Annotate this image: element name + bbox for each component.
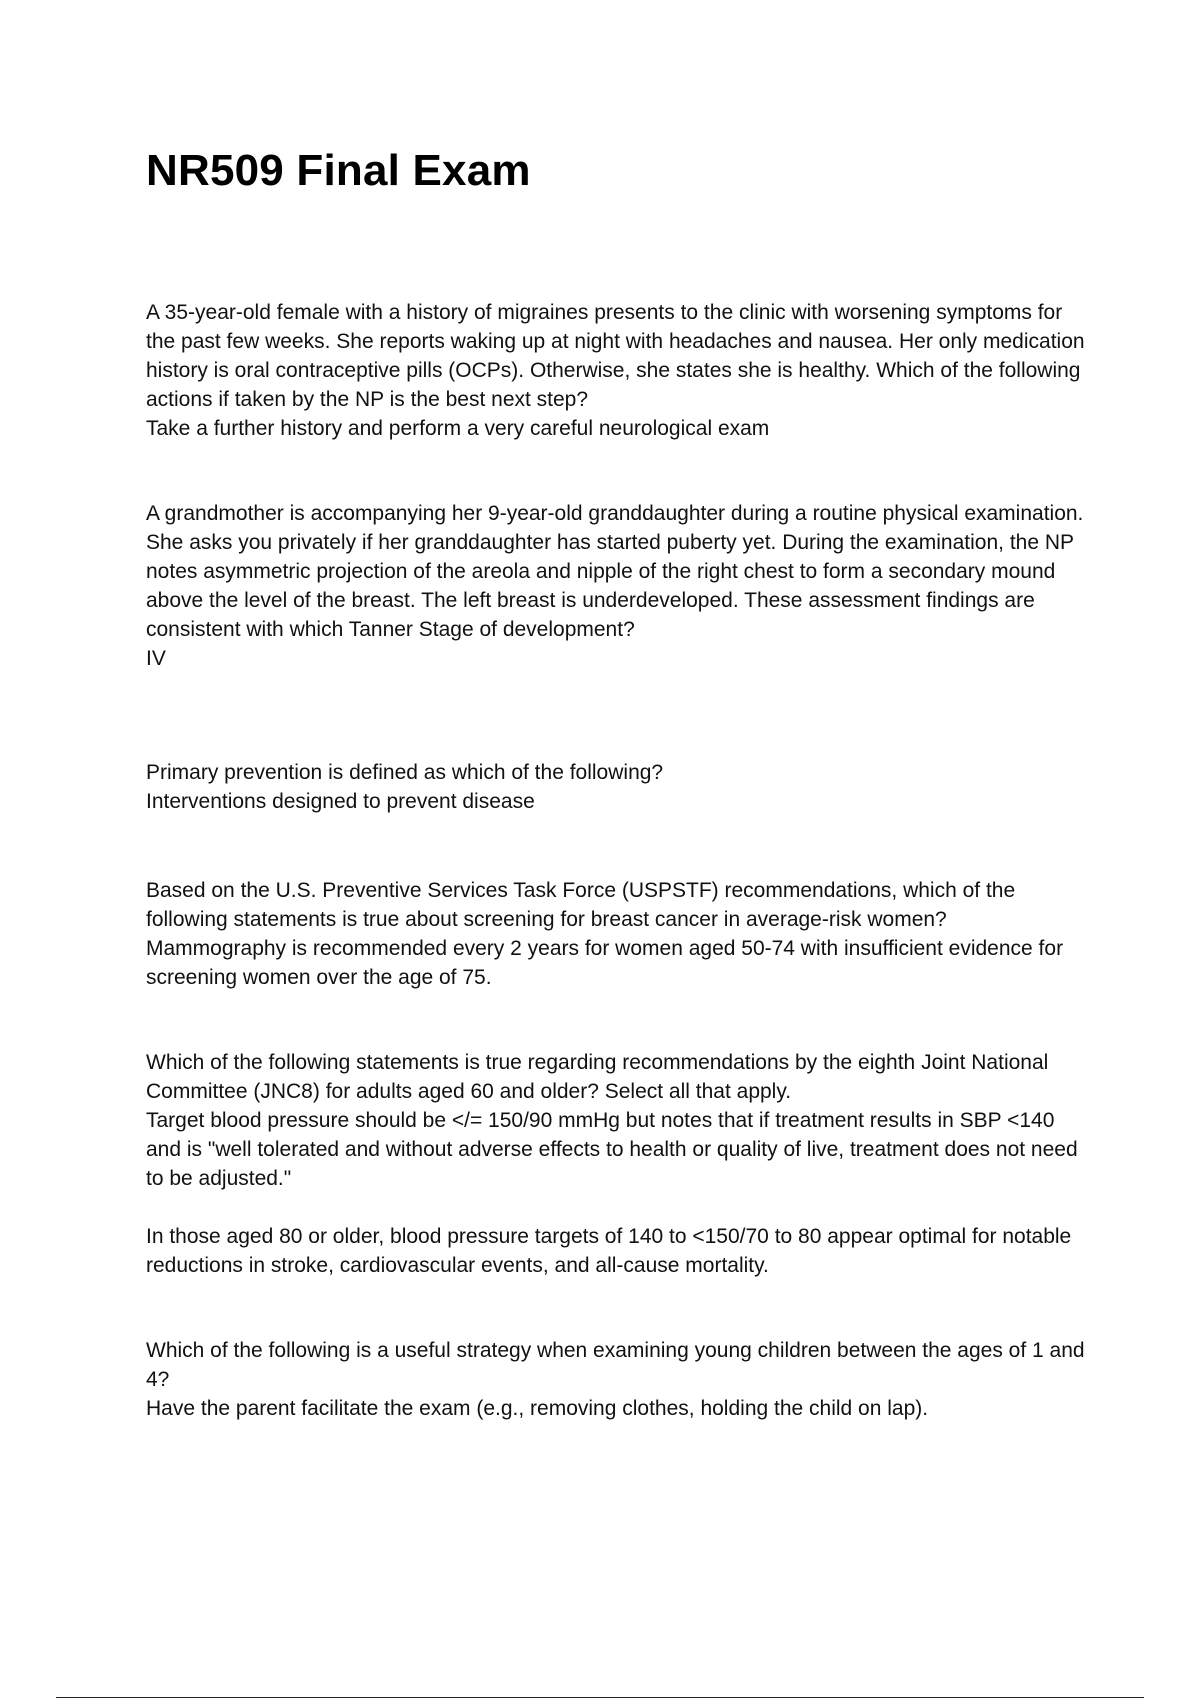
- qa-item-5: [146, 1048, 1086, 1280]
- qa-item-1: [146, 298, 1086, 443]
- question-text: A grandmother is accompanying her 9-year-old granddaughter during a routine physical examination. She asks you privately if her granddaughter has started puberty yet. During the examination, the NP notes asymmetric projection of the areola and nipple of the right chest to form a secondary mound above the level of the breast. The left breast is underdeveloped. These assessment findings are consistent with which Tanner Stage of development?: [146, 502, 1084, 641]
- answer-text: Take a further history and perform a very careful neurological exam: [146, 417, 770, 440]
- answer-text: Have the parent facilitate the exam (e.g., removing clothes, holding the child on lap).: [146, 1397, 929, 1420]
- question-text: Which of the following is a useful strategy when examining young children between the ages of 1 and 4?: [146, 1339, 1085, 1391]
- answer-text: Mammography is recommended every 2 years for women aged 50-74 with insufficient evidence for screening women over the age of 75.: [146, 937, 1064, 989]
- qa-item-2: [146, 499, 1086, 673]
- footer-divider: [56, 1697, 1144, 1698]
- answer-text-additional: In those aged 80 or older, blood pressure targets of 140 to <150/70 to 80 appear optimal for notable reductions in stroke, cardiovascular events, and all-cause mortality.: [146, 1225, 1072, 1277]
- question-text: Primary prevention is defined as which of the following?: [146, 761, 664, 784]
- answer-text: Target blood pressure should be </= 150/90 mmHg but notes that if treatment results in SBP <140 and is "well tolerated and without adverse effects to health or quality of live, treatment does not need to be adjusted.": [146, 1109, 1078, 1190]
- document-title: NR509 Final Exam: [146, 146, 531, 195]
- answer-text: Interventions designed to prevent disease: [146, 790, 535, 813]
- qa-item-3: [146, 758, 1086, 816]
- question-text: Based on the U.S. Preventive Services Task Force (USPSTF) recommendations, which of the following statements is true about screening for breast cancer in average-risk women?: [146, 879, 1016, 931]
- answer-text: IV: [146, 647, 166, 670]
- question-text: Which of the following statements is true regarding recommendations by the eighth Joint National Committee (JNC8) for adults aged 60 and older? Select all that apply.: [146, 1051, 1049, 1103]
- qa-item-4: [146, 876, 1086, 992]
- qa-item-6: [146, 1336, 1086, 1423]
- exam-content: [146, 298, 1086, 1423]
- question-text: A 35-year-old female with a history of migraines presents to the clinic with worsening symptoms for the past few weeks. She reports waking up at night with headaches and nausea. Her only medication history is oral contraceptive pills (OCPs). Otherwise, she states she is healthy. Which of the following actions if taken by the NP is the best next step?: [146, 301, 1085, 411]
